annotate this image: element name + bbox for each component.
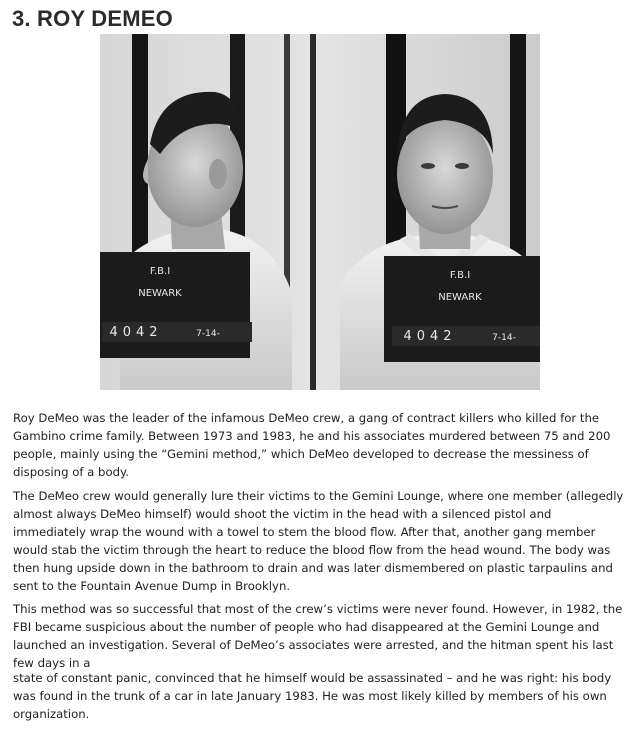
left-board-number: 4042 xyxy=(109,325,163,340)
article-paragraph-4: state of constant panic, convinced that he himself would be assassinated – and he was right: his body was found in the trunk of a car in late January 1983. He was most likely killed by members of his own organization. xyxy=(13,671,612,721)
article-title: 3. ROY DEMEO xyxy=(12,6,173,31)
right-board-number: 4042 xyxy=(403,329,457,344)
article-paragraph-3: This method was so successful that most of the crew’s victims were never found. However, in 1982, the FBI became suspicious about the number of people who had disappeared at the Gemini Lounge and launched an investigation. Several of DeMeo’s associates were arrested, and the hitman spent his last few days in a xyxy=(13,602,623,670)
right-board-date: 7-14- xyxy=(492,333,516,343)
right-board-line1: F.B.I xyxy=(449,270,471,281)
mugshot-photo xyxy=(100,34,540,390)
left-board-date: 7-14- xyxy=(196,329,220,339)
right-id-board xyxy=(384,256,540,362)
article-paragraph-1: Roy DeMeo was the leader of the infamous DeMeo crew, a gang of contract killers who killed for the Gambino crime family. Between 1973 and 1983, he and his associates murdered between 75 and 200 people, mainly using the “Gemini method,” which DeMeo developed to decrease the messiness of disposing of a body. xyxy=(13,411,611,479)
left-board-line2: NEWARK xyxy=(138,288,182,299)
mugshot-image xyxy=(100,34,540,390)
right-board-line2: NEWARK xyxy=(438,292,482,303)
left-board-line1: F.B.I xyxy=(149,266,171,277)
article-paragraph-2: The DeMeo crew would generally lure their victims to the Gemini Lounge, where one member (allegedly almost always DeMeo himself) would shoot the victim in the head with a silenced pistol and immediately wrap the wound with a towel to stem the blood flow. After that, another gang member would stab the victim through the heart to reduce the blood flow from the head wound. The body was then hung upside down in the bathroom to drain and was later dismembered on plastic tarpaulins and sent to the Fountain Avenue Dump in Brooklyn. xyxy=(13,489,624,593)
left-id-board xyxy=(100,252,252,358)
